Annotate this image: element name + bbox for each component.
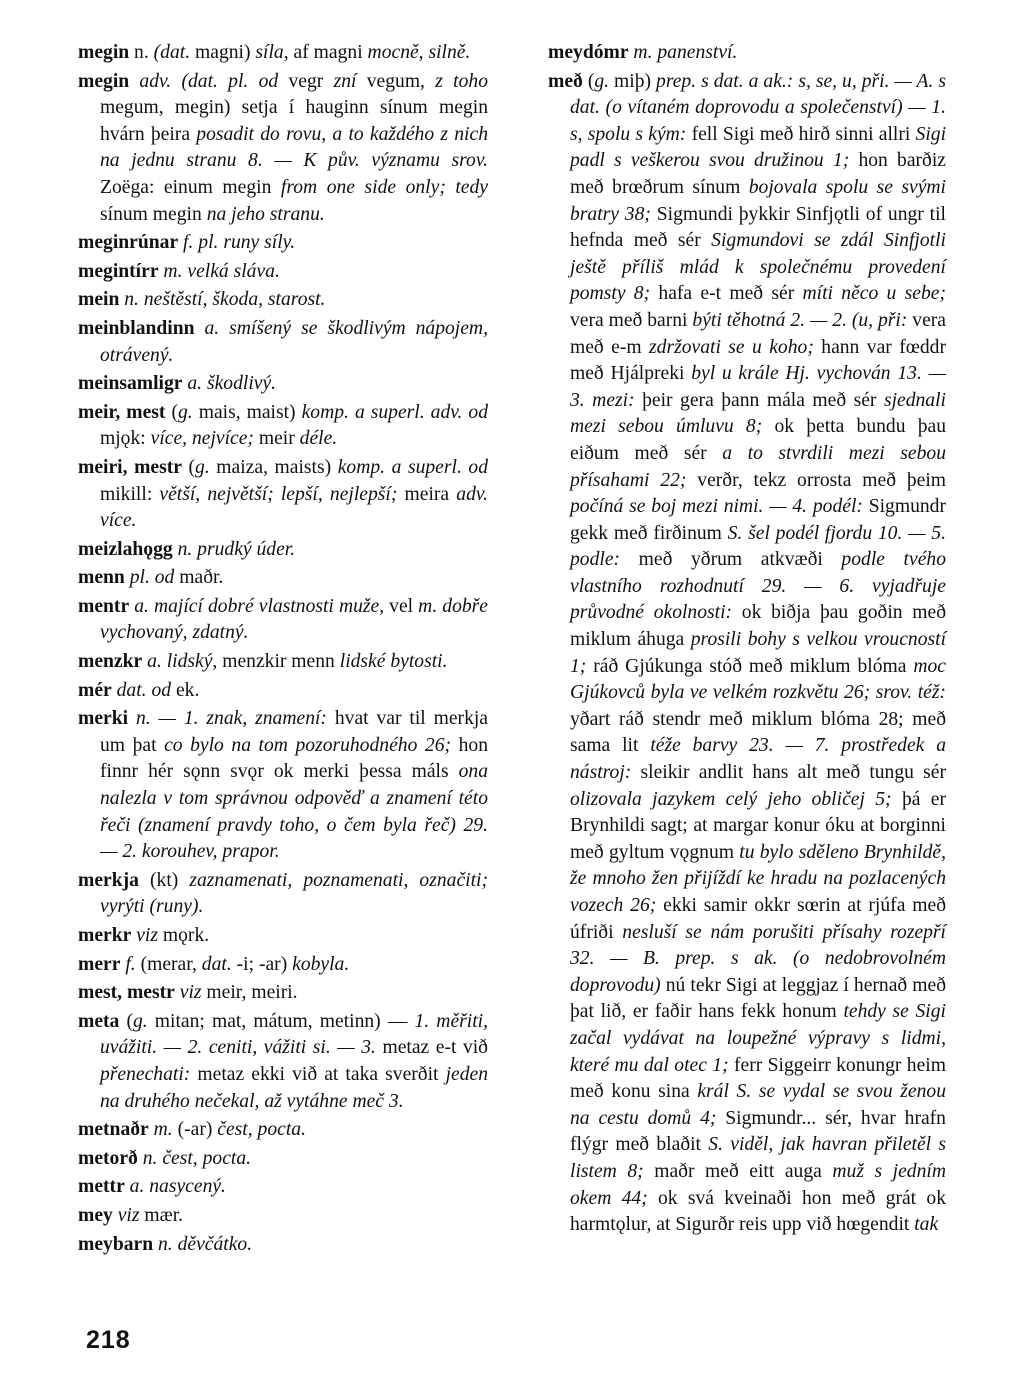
- dictionary-entry: [78, 980, 488, 1007]
- source-text: (merar,: [135, 953, 202, 975]
- left-column: [78, 40, 488, 1260]
- headword: mér: [78, 679, 112, 701]
- gloss-text: g.: [594, 70, 610, 92]
- source-text: (kt): [138, 869, 190, 891]
- gloss-text: m. dobře vychovaný, zdatný.: [100, 595, 488, 644]
- headword: meizlahǫgg: [78, 538, 173, 560]
- source-text: með yðrum atkvæði: [620, 549, 842, 571]
- gloss-text: dat.: [201, 953, 232, 975]
- headword: með: [548, 70, 583, 92]
- headword: mest, mestr: [78, 982, 175, 1004]
- dictionary-entry: [78, 1146, 488, 1173]
- gloss-text: kobyla.: [292, 953, 350, 975]
- headword: mein: [78, 289, 120, 311]
- dictionary-entry: [78, 594, 488, 647]
- source-text: mitan; mat, mátum, metinn) —: [147, 1010, 415, 1032]
- source-text: mais, maist): [192, 401, 302, 423]
- source-text: (: [181, 456, 196, 478]
- gloss-text: síla,: [255, 42, 289, 63]
- dictionary-entry: [548, 40, 946, 67]
- gloss-text: from one side only; tedy: [280, 176, 488, 198]
- source-text: maðr með eitt auga: [643, 1160, 833, 1182]
- source-text: hon barðiz með brœðrum sínum: [570, 150, 946, 198]
- gloss-text: f.: [120, 953, 136, 975]
- dictionary-entry: [78, 287, 488, 314]
- gloss-text: S. šel podél fjordu 10. — 5. podle:: [570, 522, 946, 571]
- dictionary-entry: [78, 537, 488, 564]
- dictionary-entry: [78, 455, 488, 535]
- gloss-text: a. nasycený.: [124, 1176, 226, 1198]
- headword: merkja: [78, 869, 139, 891]
- source-text: ok svá kveinaði hon með grát ok harmtǫlur, at Sigurðr reis upp við hœgendit: [570, 1187, 946, 1236]
- gloss-text: dat. od: [111, 679, 172, 701]
- headword: menn: [78, 567, 125, 589]
- gloss-text: m. panenství.: [628, 42, 738, 63]
- gloss-text: adv. (dat. pl. od: [129, 70, 279, 92]
- headword: megin: [78, 70, 130, 92]
- source-text: mǫrk.: [157, 925, 210, 946]
- source-text: vera með e-m: [570, 309, 946, 358]
- source-text: sínum megin: [100, 203, 207, 225]
- gloss-text: viz: [131, 925, 158, 946]
- source-text: (: [165, 401, 178, 423]
- dictionary-entry: [78, 316, 488, 369]
- source-text: mjǫk:: [100, 428, 151, 450]
- source-text: megum, megin) setja í hauginn sínum megin hvárn þeira: [100, 97, 488, 145]
- source-text: ráð Gjúkunga stóð með miklum blóma: [586, 655, 914, 677]
- dictionary-entry: [78, 706, 488, 866]
- dictionary-entry: [78, 1117, 488, 1144]
- dictionary-entry: [78, 400, 488, 453]
- headword: metorð: [78, 1147, 138, 1169]
- source-text: þá er Brynhildi sagt; at margar konur óku at borginni með gyltum vǫgnum: [570, 788, 946, 863]
- source-text: hafa e-t með sér: [650, 283, 803, 305]
- gloss-text: jeden na druhého nečekal, až vytáhne meč 3.: [100, 1063, 488, 1112]
- dictionary-entry: [78, 1203, 488, 1230]
- source-text: maiza, maists): [209, 456, 338, 478]
- source-text: miþ): [609, 70, 657, 92]
- source-text: ekki samir okkr sœrin at rjúfa með úfriði: [570, 895, 947, 943]
- gloss-text: z toho: [435, 70, 488, 92]
- gloss-text: tehdy se Sigi začal vydávat na loupežné výpravy s lidmi, které mu dal otec 1;: [570, 1001, 946, 1076]
- gloss-text: m.: [148, 1119, 173, 1141]
- gloss-text: moc Gjúkovců byla ve velkém rozkvětu 26; srov. též:: [570, 655, 946, 704]
- gloss-text: adv. více.: [100, 483, 488, 532]
- gloss-text: f. pl. runy síly.: [178, 232, 296, 254]
- gloss-text: lidské bytosti.: [339, 651, 448, 673]
- source-text: ok þetta bundu þau eiðum með sér: [570, 416, 947, 464]
- headword: meir, mest: [78, 401, 166, 423]
- dictionary-entry: [78, 371, 488, 398]
- source-text: nú tekr Sigi at leggjaz í hernað með þat lið, er faðir hans fekk honum: [570, 974, 946, 1023]
- gloss-text: sjednali mezi sebou úmluvu 8;: [570, 389, 946, 438]
- source-text: magni): [190, 42, 256, 63]
- gloss-text: S. viděl, jak havran přiletěl s listem 8;: [570, 1134, 947, 1182]
- gloss-text: Sigmundovi se zdál Sinfjotli ještě příliš mlád k společnému provedení pomsty 8;: [570, 230, 946, 305]
- source-text: -i; -ar): [231, 953, 293, 975]
- source-text: (: [119, 1010, 133, 1032]
- dictionary-entry: [548, 69, 946, 1239]
- gloss-text: tak: [914, 1214, 939, 1236]
- gloss-text: n. — 1. znak, znamení:: [128, 708, 327, 730]
- headword: meginrúnar: [78, 232, 179, 254]
- gloss-text: přenechati:: [100, 1063, 191, 1085]
- gloss-text: n. neštěstí, škoda, starost.: [119, 289, 326, 311]
- gloss-text: komp. a superl. adv. od: [301, 401, 488, 423]
- headword: meydómr: [548, 42, 629, 63]
- gloss-text: počíná se boj mezi nimi. — 4. podél:: [570, 496, 863, 518]
- source-text: ek.: [171, 679, 200, 701]
- gloss-text: posadit do rovu, a to každého z nich na jednu stranu 8. — K pův. významu srov.: [100, 123, 488, 172]
- dictionary-entry: [78, 1174, 488, 1201]
- source-text: Zoëga: einum megin: [100, 176, 281, 198]
- gloss-text: bojovala spolu se svými bratry 38;: [570, 176, 946, 225]
- dictionary-entry: [78, 1009, 488, 1115]
- source-text: (: [582, 70, 595, 92]
- dictionary-entry: [78, 1232, 488, 1259]
- gloss-text: komp. a superl. od: [337, 456, 489, 478]
- source-text: menzkir menn: [217, 651, 340, 673]
- gloss-text: téže barvy 23. — 7. prostředek a nástroj:: [570, 735, 946, 784]
- dictionary-entry: [78, 678, 488, 705]
- headword: merki: [78, 708, 129, 730]
- source-text: Sigmundr... sér, hvar hrafn flýgr með blaðit: [570, 1107, 946, 1156]
- dictionary-entry: [78, 868, 488, 921]
- source-text: meir: [253, 428, 300, 450]
- headword: meta: [78, 1010, 120, 1032]
- headword: megintírr: [78, 260, 159, 282]
- headword: merkr: [78, 925, 132, 946]
- gloss-text: podle tvého vlastního rozhodnutí 29. — 6. vyjadřuje průvodné okolnosti:: [570, 549, 946, 624]
- source-text: Sigmundr gekk með firðinum: [570, 496, 946, 544]
- headword: mettr: [78, 1176, 125, 1198]
- gloss-text: míti něco u sebe;: [802, 283, 946, 305]
- dictionary-entry: [78, 565, 488, 592]
- gloss-text: a. lidský,: [142, 651, 218, 673]
- gloss-text: g.: [195, 456, 210, 478]
- gloss-text: a. smíšený se škodlivým nápojem, otrávený.: [100, 317, 488, 366]
- source-text: hon finnr hér sǫnn svǫr ok merki þessa máls: [100, 734, 488, 783]
- gloss-text: byl u krále Hj. vychován 13. — 3. mezi:: [570, 363, 946, 411]
- dictionary-entry: [78, 952, 488, 979]
- source-text: þeir gera þann mála með sér: [634, 389, 884, 411]
- gloss-text: čest, pocta.: [217, 1119, 306, 1141]
- gloss-text: prep. s dat. a ak.: s, se, u, při. — A. s dat. (o vítaném doprovodu a společenství) — 1. s, spolu s kým:: [570, 70, 946, 145]
- gloss-text: Sigi padl s veškerou svou družinou 1;: [570, 123, 947, 172]
- gloss-text: viz: [174, 982, 202, 1004]
- gloss-text: viz: [112, 1204, 140, 1226]
- source-text: mær.: [139, 1204, 184, 1226]
- source-text: maðr.: [174, 567, 224, 589]
- source-text: n.: [129, 42, 154, 63]
- gloss-text: déle.: [299, 428, 338, 450]
- source-text: af magni: [288, 42, 368, 63]
- gloss-text: n. děvčátko.: [153, 1233, 253, 1255]
- headword: meybarn: [78, 1233, 154, 1255]
- gloss-text: co bylo na tom pozoruhodného 26;: [164, 734, 452, 756]
- source-text: meira: [397, 483, 457, 505]
- gloss-text: g.: [177, 401, 193, 423]
- gloss-text: zaznamenati, poznamenati, označiti; vyrýti (runy).: [100, 869, 488, 918]
- gloss-text: mocně, silně.: [367, 42, 471, 63]
- gloss-text: zdržovati se u koho;: [649, 336, 814, 358]
- source-text: Sigmundi þykkir Sinfjǫtli of ungr til hefnda með sér: [570, 203, 946, 252]
- source-text: sleikir andlit hans alt með tungu sér: [631, 762, 946, 784]
- gloss-text: král S. se vydal se svou ženou na cestu domů 4;: [570, 1081, 946, 1129]
- gloss-text: a to stvrdili mezi sebou přísahami 22;: [570, 442, 946, 491]
- gloss-text: býti těhotná 2. — 2. (u, při:: [692, 309, 908, 331]
- gloss-text: m. velká sláva.: [158, 260, 280, 282]
- source-text: metaz ekki við at taka sverðit: [190, 1063, 446, 1085]
- gloss-text: n. prudký úder.: [172, 538, 296, 560]
- gloss-text: (dat.: [153, 42, 191, 63]
- gloss-text: pl. od: [124, 567, 175, 589]
- source-text: ok biðja þau goðin með miklum áhuga: [570, 602, 946, 651]
- headword: menzkr: [78, 651, 143, 673]
- gloss-text: zní: [333, 70, 357, 92]
- source-text: meir, meiri.: [201, 982, 298, 1004]
- dictionary-entry: [78, 69, 488, 229]
- source-text: fell Sigi með hirð sinni allri: [686, 123, 916, 145]
- source-text: hvat var til merkja um þat: [100, 708, 489, 756]
- dictionary-entry: [78, 230, 488, 257]
- gloss-text: více, nejvíce;: [150, 428, 254, 450]
- headword: metnaðr: [78, 1119, 149, 1141]
- dictionary-entry: [78, 923, 488, 950]
- dictionary-entry: [78, 259, 488, 286]
- gloss-text: tu bylo sděleno Brynhildě, že mnoho žen přijíždí ke hradu na pozlacených vozech 26;: [570, 841, 946, 916]
- gloss-text: olizovala jazykem celý jeho obličej 5;: [570, 788, 892, 810]
- gloss-text: g.: [132, 1010, 148, 1032]
- source-text: mikill:: [100, 483, 160, 505]
- gloss-text: muž s jedním okem 44;: [570, 1160, 946, 1209]
- headword: meiri, mestr: [78, 456, 182, 478]
- source-text: vel: [384, 595, 419, 617]
- headword: mey: [78, 1204, 113, 1226]
- source-text: ferr Siggeirr konungr heim með konu sina: [570, 1054, 946, 1103]
- headword: meinsamligr: [78, 373, 183, 395]
- dictionary-entry: [78, 649, 488, 676]
- gloss-text: n. čest, pocta.: [137, 1147, 252, 1169]
- gloss-text: prosili bohy s velkou vroucností 1;: [570, 629, 947, 677]
- headword: meinblandinn: [78, 317, 195, 339]
- headword: merr: [78, 953, 121, 975]
- dictionary-entry: [78, 40, 488, 67]
- gloss-text: nesluší se nám porušiti přísahy rozepří 32. — B. prep. s ak. (o nedobrovolném doprovodu): [570, 921, 947, 996]
- source-text: metaz e-t við: [375, 1037, 488, 1059]
- page-number: 218: [86, 1326, 131, 1354]
- right-column: [548, 40, 946, 1241]
- headword: mentr: [78, 595, 130, 617]
- source-text: (-ar): [172, 1119, 218, 1141]
- gloss-text: na jeho stranu.: [206, 203, 325, 225]
- source-text: yðart ráð stendr með miklum blóma 28; með sama lit: [570, 708, 946, 757]
- gloss-text: a. škodlivý.: [182, 373, 277, 395]
- source-text: hann var fœddr með Hjálpreki: [570, 336, 946, 385]
- source-text: vegr: [278, 70, 334, 92]
- gloss-text: ona nalezla v tom správnou odpověď a znamení této řeči (znamení pravdy toho, o čem byla řeč) 29. — 2. korouhev, prapor.: [100, 761, 488, 863]
- headword: megin: [78, 42, 130, 63]
- source-text: vera með barni: [570, 309, 693, 331]
- gloss-text: a. mající dobré vlastnosti muže,: [129, 595, 385, 617]
- gloss-text: 1. měřiti, uvážiti. — 2. ceniti, vážiti si. — 3.: [100, 1010, 488, 1059]
- source-text: verðr, tekz orrosta með þeim: [686, 469, 946, 491]
- gloss-text: větší, největší; lepší, nejlepší;: [159, 483, 398, 505]
- source-text: vegum,: [356, 70, 436, 92]
